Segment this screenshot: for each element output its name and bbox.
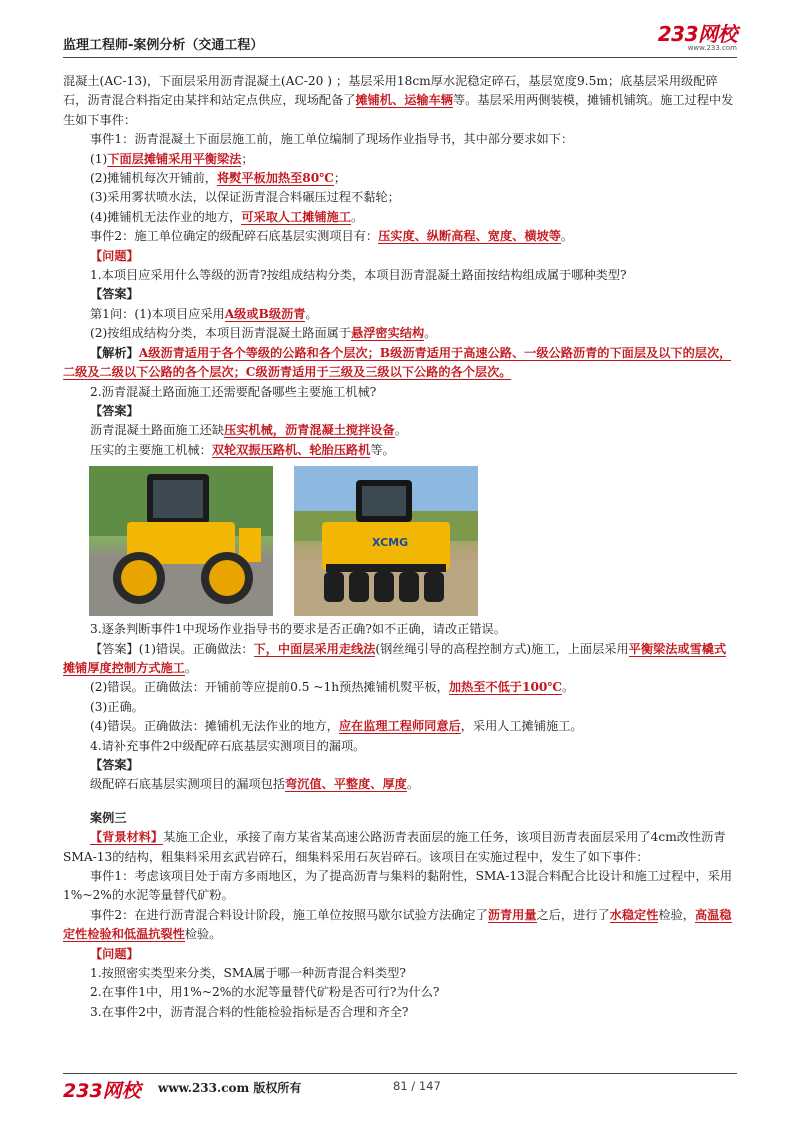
event-2: 事件2：在进行沥青混合料设计阶段，施工单位按照马歇尔试验方法确定了沥青用量之后，进行了水稳定性检验，高温稳定性检验和低温抗裂性检验。 xyxy=(63,907,732,942)
answer: 压实的主要施工机械：双轮双振压路机、轮胎压路机等。 xyxy=(90,442,395,457)
answer: (2)错误。正确做法：开铺前等应提前0.5 ~1h预热摊铺机熨平板，加热至不低于100℃。 xyxy=(90,680,575,695)
answer: 级配碎石底基层实测项目的漏项包括弯沉值、平整度、厚度。 xyxy=(90,777,420,792)
footer-logo: 233网校 xyxy=(63,1080,141,1102)
answer-heading: 【答案】 xyxy=(90,757,139,772)
tandem-roller-photo xyxy=(89,466,273,616)
page-header xyxy=(63,24,737,58)
page-footer xyxy=(63,1076,737,1102)
brand-label: XCMG xyxy=(372,536,409,550)
header-logo xyxy=(658,24,737,53)
background: 【背景材料】某施工企业，承接了南方某省某高速公路沥青表面层的施工任务，该项目沥青表面层采用了4cm改性沥青SMA-13的结构，粗集料采用玄武岩碎石，细集料采用石灰岩碎石。该项目在实施过程中，发生了如下事件： xyxy=(63,830,726,864)
analysis: 【解析】A级沥青适用于各个等级的公路和各个层次；B级沥青适用于高速公路、一级公路沥青的下面层及以下的层次，二级及二级以下公路的各个层次；C级沥青适用于三级及三级以下公路的各个层次。 xyxy=(63,345,732,380)
question-heading: 【问题】 xyxy=(90,248,139,263)
list-item: (2)摊铺机每次开铺前，将熨平板加热至80℃； xyxy=(90,171,347,186)
answer: 沥青混凝土路面施工还缺压实机械，沥青混凝土搅拌设备。 xyxy=(90,423,407,438)
answer-heading: 【答案】 xyxy=(90,403,139,418)
document-title: 监理工程师-案例分析（交通工程） xyxy=(63,38,264,53)
list-item: (3)采用雾状喷水法，以保证沥青混合料碾压过程不黏轮； xyxy=(90,190,400,205)
tire-roller-photo xyxy=(294,466,478,616)
answer: 【答案】(1)错误。正确做法：下，中面层采用走线法(钢丝绳引导的高程控制方式)施工，上面层采用平衡梁法或雪橇式摊铺厚度控制方式施工。 xyxy=(63,641,727,675)
question: 3.逐条判断事件1中现场作业指导书的要求是否正确?如不正确，请改正错误。 xyxy=(90,622,506,637)
question: 1.本项目应采用什么等级的沥青?按组成结构分类，本项目沥青混凝土路面按结构组成属于哪种类型? xyxy=(90,268,627,283)
answer-heading: 【答案】 xyxy=(90,287,139,302)
event-1: 事件1：沥青混凝土下面层施工前，施工单位编制了现场作业指导书，其中部分要求如下： xyxy=(90,132,574,147)
page-content xyxy=(63,72,737,1022)
event-2: 事件2：施工单位确定的级配碎石底基层实测项目有：压实度、纵断高程、宽度、横坡等。 xyxy=(90,229,574,244)
paragraph: 混凝土(AC-13)，下面层采用沥青混凝土(AC-20 ) ；基层采用18cm厚水泥稳定碎石，基层宽度9.5m；底基层采用级配碎石，沥青混合料指定由某拌和站定点供应，现场配备了摊铺机、运输车辆等。基层采用两侧装模，摊铺机铺筑。施工过程中发生如下事件： xyxy=(63,74,734,127)
page-number: 81 / 147 xyxy=(393,1079,441,1093)
footer-divider xyxy=(63,1073,737,1074)
answer: (3)正确。 xyxy=(90,699,144,714)
logo-text: 233网校 xyxy=(657,22,737,46)
event-1: 事件1：考虑该项目处于南方多雨地区，为了提高沥青与集料的黏附性，SMA-13混合料配合比设计和施工过程中，采用1%~2%的水泥等量替代矿粉。 xyxy=(63,869,733,903)
answer: (2)按组成结构分类，本项目沥青混凝土路面属于悬浮密实结构。 xyxy=(90,326,437,341)
question: 1.按照密实类型来分类，SMA属于哪一种沥青混合料类型? xyxy=(90,966,406,981)
answer: (4)错误。正确做法：摊铺机无法作业的地方，应在监理工程师同意后，采用人工摊铺施工。 xyxy=(90,719,583,734)
copyright: www.233.com 版权所有 xyxy=(158,1081,302,1095)
logo-site: www.233.com xyxy=(687,44,737,52)
question-heading: 【问题】 xyxy=(90,946,139,961)
answer: 第1问：(1)本项目应采用A级或B级沥青。 xyxy=(90,306,318,321)
question: 2.在事件1中，用1%~2%的水泥等量替代矿粉是否可行?为什么? xyxy=(90,985,440,1000)
question: 2.沥青混凝土路面施工还需要配备哪些主要施工机械? xyxy=(90,384,377,399)
list-item: (4)摊铺机无法作业的地方，可采取人工摊铺施工。 xyxy=(90,209,364,224)
question: 3.在事件2中，沥青混合料的性能检验指标是否合理和齐全? xyxy=(90,1004,409,1019)
roller-photos xyxy=(63,466,737,616)
header-divider xyxy=(63,57,737,58)
list-item: (1)下面层摊铺采用平衡梁法； xyxy=(90,151,254,166)
case-title: 案例三 xyxy=(90,810,127,825)
question: 4.请补充事件2中级配碎石底基层实测项目的漏项。 xyxy=(90,738,366,753)
